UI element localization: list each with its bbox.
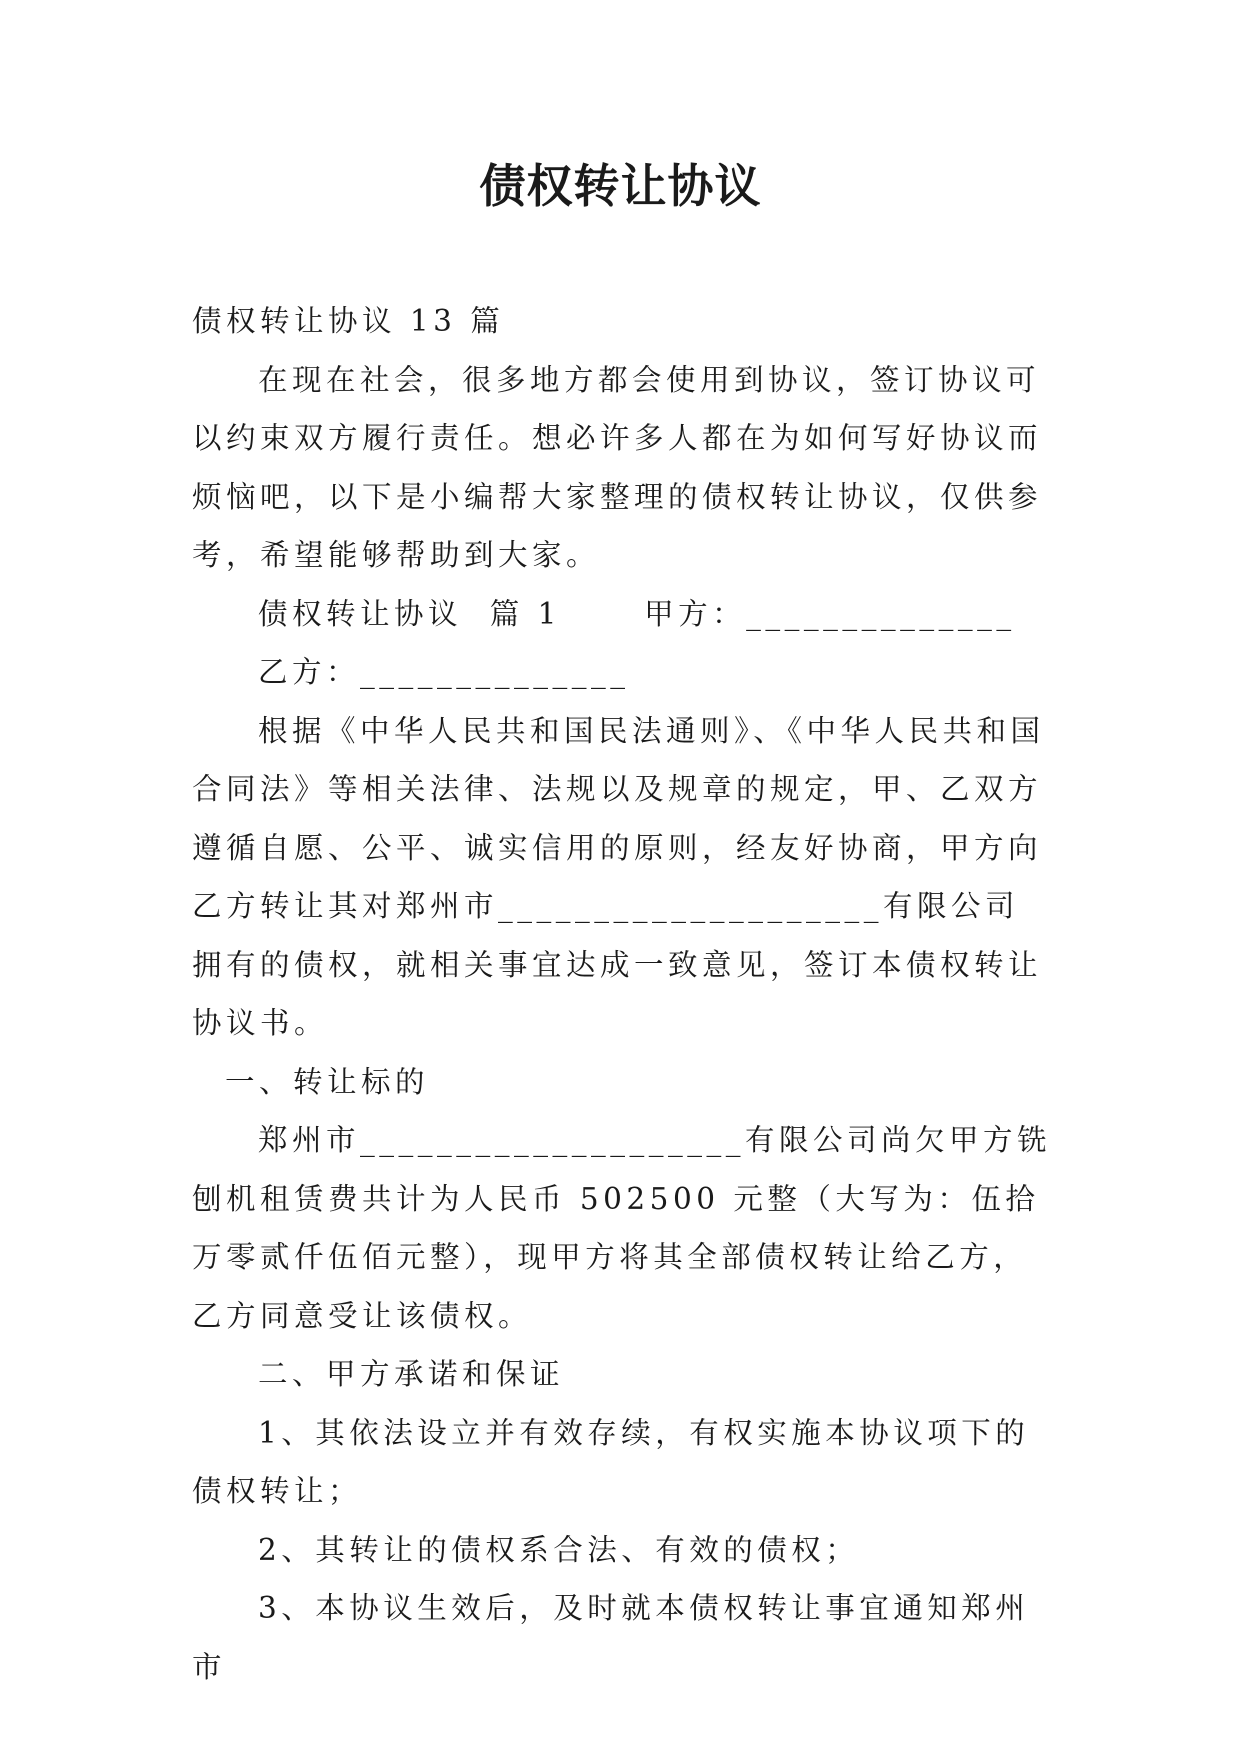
party-b-line: 乙方：______________ — [258, 655, 630, 689]
preamble-paragraph: 根据《中华人民共和国民法通则》、《中华人民共和国合同法》等相关法律、法规以及规章的规定，甲、乙双方遵循自愿、公平、诚实信用的原则，经友好协商，甲方向乙方转让其对郑州市____________________有限公司拥有的债权，就相关事宜达成一致意见，签订本债权转让协议书。 — [192, 713, 1045, 1040]
section-heading-1: 一、转让标的 — [225, 1064, 430, 1099]
agreement-heading-party-a: 债权转让协议 篇 1 甲方：______________ — [258, 596, 1016, 631]
clause-2: 2、其转让的债权系合法、有效的债权； — [258, 1532, 860, 1567]
document-title: 债权转让协议 — [479, 159, 762, 213]
document-body — [192, 292, 1052, 1696]
intro-paragraph: 在现在社会，很多地方都会使用到协议，签订协议可以约束双方履行责任。想必许多人都在为如何写好协议而烦恼吧，以下是小编帮大家整理的债权转让协议，仅供参考，希望能够帮助到大家。 — [192, 362, 1043, 572]
transfer-subject-paragraph: 郑州市____________________有限公司尚欠甲方铣刨机租赁费共计为人民币 502500 元整（大写为：伍拾万零贰仟伍佰元整），现甲方将其全部债权转让给乙方，乙方同意受让该债权。 — [192, 1123, 1052, 1333]
clause-1: 1、其依法设立并有效存续，有权实施本协议项下的债权转让； — [192, 1415, 1030, 1508]
clause-3: 3、本协议生效后，及时就本债权转让事宜通知郑州市 — [192, 1591, 1030, 1684]
section-heading-2: 二、甲方承诺和保证 — [258, 1357, 565, 1391]
doc-subtitle: 债权转让协议 13 篇 — [192, 304, 505, 338]
